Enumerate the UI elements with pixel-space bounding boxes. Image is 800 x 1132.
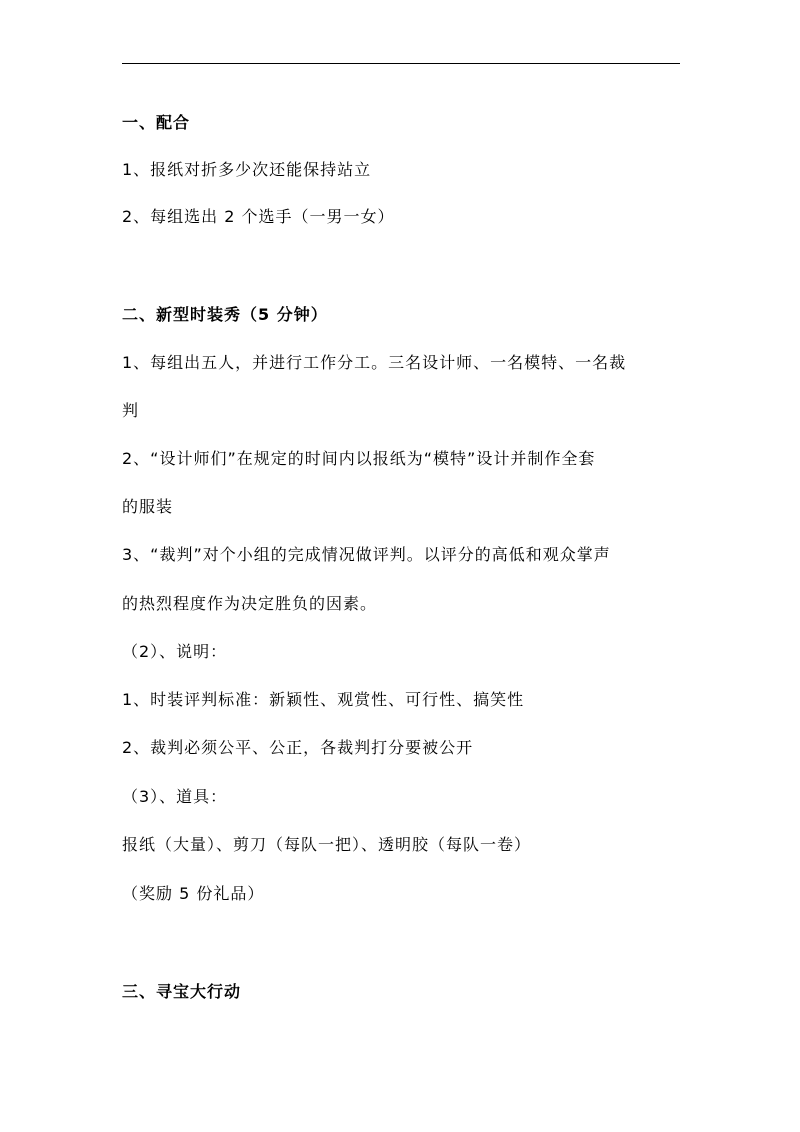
text-line: 判 [122, 401, 140, 420]
section-heading-2: 二、新型时装秀（5 分钟） [122, 305, 328, 324]
text-line: 1、时装评判标准：新颖性、观赏性、可行性、搞笑性 [122, 690, 525, 709]
text-line: （3）、道具： [122, 787, 228, 806]
text-line: 2、“设计师们”在规定的时间内以报纸为“模特”设计并制作全套 [122, 449, 596, 468]
text-line: 的服装 [122, 497, 174, 516]
text-line: 报纸（大量）、剪刀（每队一把）、透明胶（每队一卷） [122, 835, 532, 854]
text-line: 2、裁判必须公平、公正，各裁判打分要被公开 [122, 738, 474, 757]
header-rule [122, 63, 680, 64]
text-line: 2、每组选出 2 个选手（一男一女） [122, 207, 395, 226]
text-line: 的热烈程度作为决定胜负的因素。 [122, 594, 378, 613]
text-line: （奖励 5 份礼品） [122, 884, 265, 903]
section-heading-3: 三、寻宝大行动 [122, 982, 242, 1001]
section-heading-1: 一、配合 [122, 113, 191, 132]
text-line: 1、报纸对折多少次还能保持站立 [122, 160, 372, 179]
text-line: （2）、说明： [122, 642, 228, 661]
text-line: 3、“裁判”对个小组的完成情况做评判。以评分的高低和观众掌声 [122, 545, 611, 564]
text-line: 1、每组出五人，并进行工作分工。三名设计师、一名模特、一名裁 [122, 353, 627, 372]
